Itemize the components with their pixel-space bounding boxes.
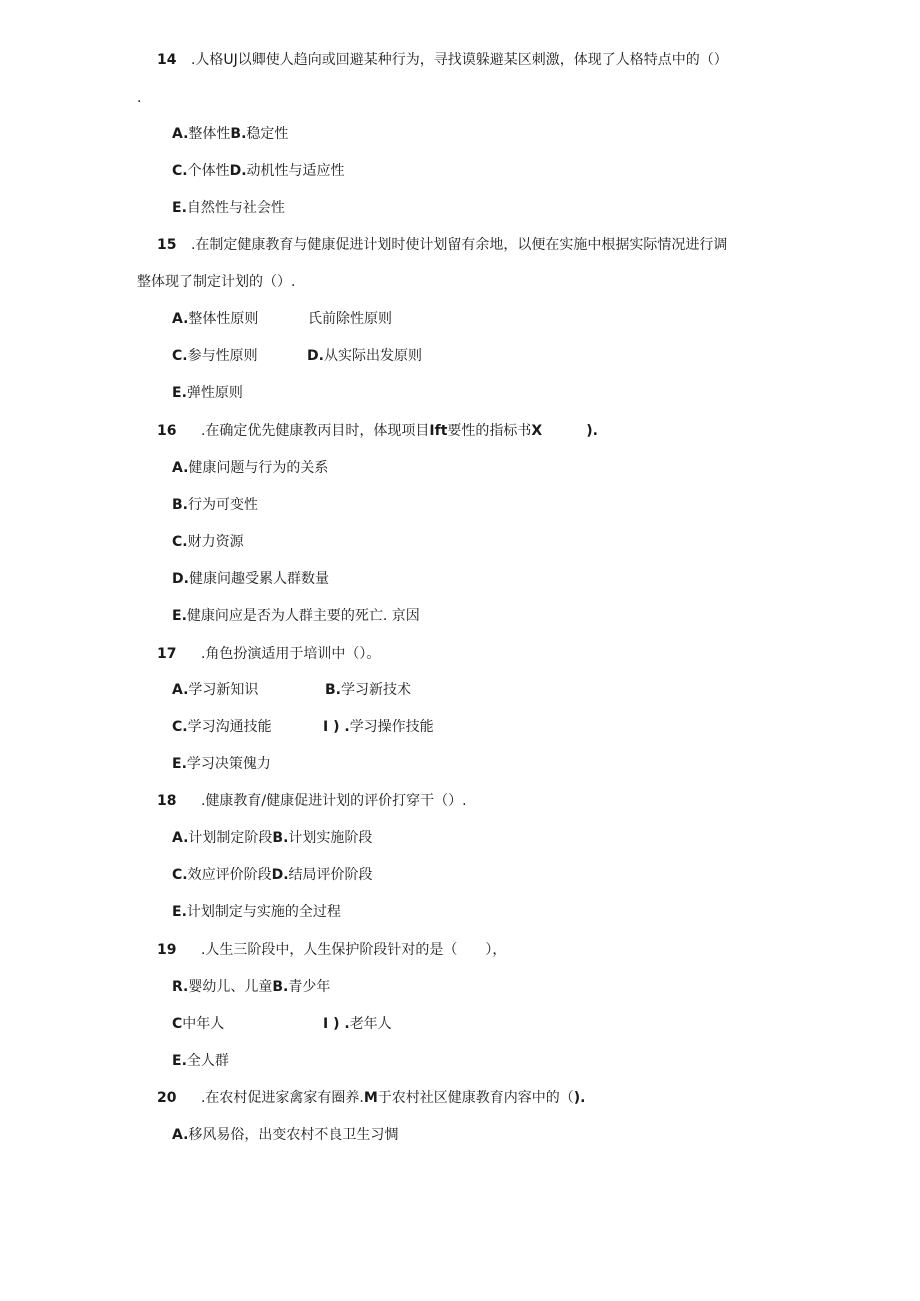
option-text: 整体性 [188,126,231,142]
option-letter: A. [172,830,189,846]
question-20 [157,1088,586,1108]
option-letter: C. [172,348,188,364]
option-letter: B. [272,830,289,846]
question-stem: .人生三阶段中，人生保护阶段针对的是（ ）， [200,942,507,958]
option-text: 计划制定与实施的全过程 [186,904,341,920]
option-text: 全人群 [186,1053,229,1069]
option-row [172,458,328,478]
option-text: 学习决策傀力 [186,756,271,772]
question-number: 15 [157,237,177,253]
question-stem-fragment: M [363,1090,378,1106]
option-text: 参与性原则 [187,348,258,364]
option-row [172,1125,398,1145]
option-letter: I ) . [323,719,350,735]
question-stem-fragment: 于农村社区健康教育内容中的（ [377,1090,574,1106]
question-stem-cont: . [137,90,142,106]
option-row [172,532,244,552]
option-letter: E. [172,1053,187,1069]
question-stem: .角色扮演适用于培训中（）。 [200,646,381,662]
option-letter: B. [272,979,289,995]
option-text: 自然性与社会性 [186,200,285,216]
option-letter: A. [172,126,189,142]
option-row [172,383,243,403]
option-letter: A. [172,1127,189,1143]
option-letter: A. [172,311,189,327]
option-letter: E. [172,756,187,772]
option-row [172,346,258,366]
option-text: 健康问应是否为人群主要的死亡. 京因 [186,608,420,624]
question-17 [157,644,380,664]
option-letter: A. [172,460,189,476]
option-text: 个体性 [187,163,230,179]
option-letter: D. [172,571,189,587]
option-text: 移风易俗，出变农村不良卫生习惆 [188,1127,399,1143]
option-row [172,1051,229,1071]
option-letter: A. [172,682,189,698]
option-row [172,902,341,922]
question-number: 17 [157,646,177,662]
option-row [172,977,330,997]
option-letter: C. [172,867,188,883]
option-row [323,1014,392,1034]
question-16 [157,421,598,441]
option-row [172,865,373,885]
question-stem: .人格UJ以卿使人趋向或回避某种行为，寻找谟躲避某区刺激，体现了人格特点中的（） [190,52,728,68]
question-18 [157,791,467,811]
option-row [172,495,258,515]
option-letter: I ) . [323,1016,350,1032]
option-letter: R. [172,979,189,995]
option-row [172,828,372,848]
option-letter: C. [172,719,188,735]
option-row [172,569,329,589]
option-row [172,754,271,774]
option-text: 学习新知识 [188,682,259,698]
option-letter: D. [271,867,289,883]
option-row [172,717,272,737]
option-text: 中年人 [182,1016,225,1032]
option-row [172,680,258,700]
question-stem: .在制定健康教育与健康促进计划时使计划留有余地，以便在实施中根据实际情况进行调 [190,237,728,253]
option-text: 老年人 [349,1016,392,1032]
option-row [323,717,434,737]
option-text: 学习新技术 [341,682,411,698]
question-stem-fragment: X [531,423,543,439]
option-text: 稳定性 [246,126,289,142]
option-text: 健康问趣受累人群数量 [188,571,329,587]
option-letter: D. [307,348,324,364]
option-letter: B. [325,682,341,698]
option-text: 整体性原则 [188,311,259,327]
option-letter: C. [172,163,188,179]
option-text: 学习沟通技能 [187,719,272,735]
option-row [307,346,422,366]
option-letter: E. [172,608,187,624]
option-row [172,124,288,144]
option-letter: B. [230,126,247,142]
option-letter: B. [172,497,188,513]
option-text: 财力资源 [187,534,244,550]
question-15 [157,235,727,255]
option-row [172,1014,224,1034]
option-text: 健康问题与行为的关系 [188,460,329,476]
option-text: 计划实施阶段 [288,830,373,846]
option-letter: E. [172,385,187,401]
option-text: 效应评价阶段 [187,867,272,883]
option-row [172,309,258,329]
question-14 [157,50,728,70]
option-letter: D. [229,163,247,179]
question-stem: .在农村促进家禽家有圈养. [200,1090,364,1106]
question-stem: .健康教育/健康促进计划的评价打穿干（）. [200,793,467,809]
option-text: 氏前除性原则 [308,311,392,327]
question-number: 20 [157,1090,177,1106]
option-text: 动机性与适应性 [246,163,345,179]
question-stem-cont: 整体现了制定计划的（）. [137,274,296,290]
option-text: 弹性原则 [186,385,243,401]
option-row [172,161,345,181]
question-stem-fragment: 要性的指标书 [447,423,532,439]
option-text: 从实际出发原则 [323,348,422,364]
question-19 [157,940,506,960]
question-number: 16 [157,423,177,439]
option-text: 结局评价阶段 [288,867,373,883]
option-letter: C [172,1016,183,1032]
question-stem-fragment: ). [586,423,598,439]
option-text: 青少年 [288,979,331,995]
question-stem-fragment: ). [573,1090,586,1106]
option-text: 婴幼儿、儿童 [188,979,273,995]
option-letter: C. [172,534,188,550]
question-number: 19 [157,942,177,958]
option-text: 学习操作技能 [349,719,434,735]
question-stem: .在确定优先健康教丙目时，体现项目 [200,423,430,439]
option-row [172,606,420,626]
option-row [325,680,411,700]
option-text: 计划制定阶段 [188,830,273,846]
option-text: 行为可变性 [188,497,258,513]
option-row [172,198,285,218]
question-stem-fragment: Ift [429,423,448,439]
question-number: 14 [157,52,177,68]
question-number: 18 [157,793,177,809]
option-letter: E. [172,904,187,920]
option-letter: E. [172,200,187,216]
